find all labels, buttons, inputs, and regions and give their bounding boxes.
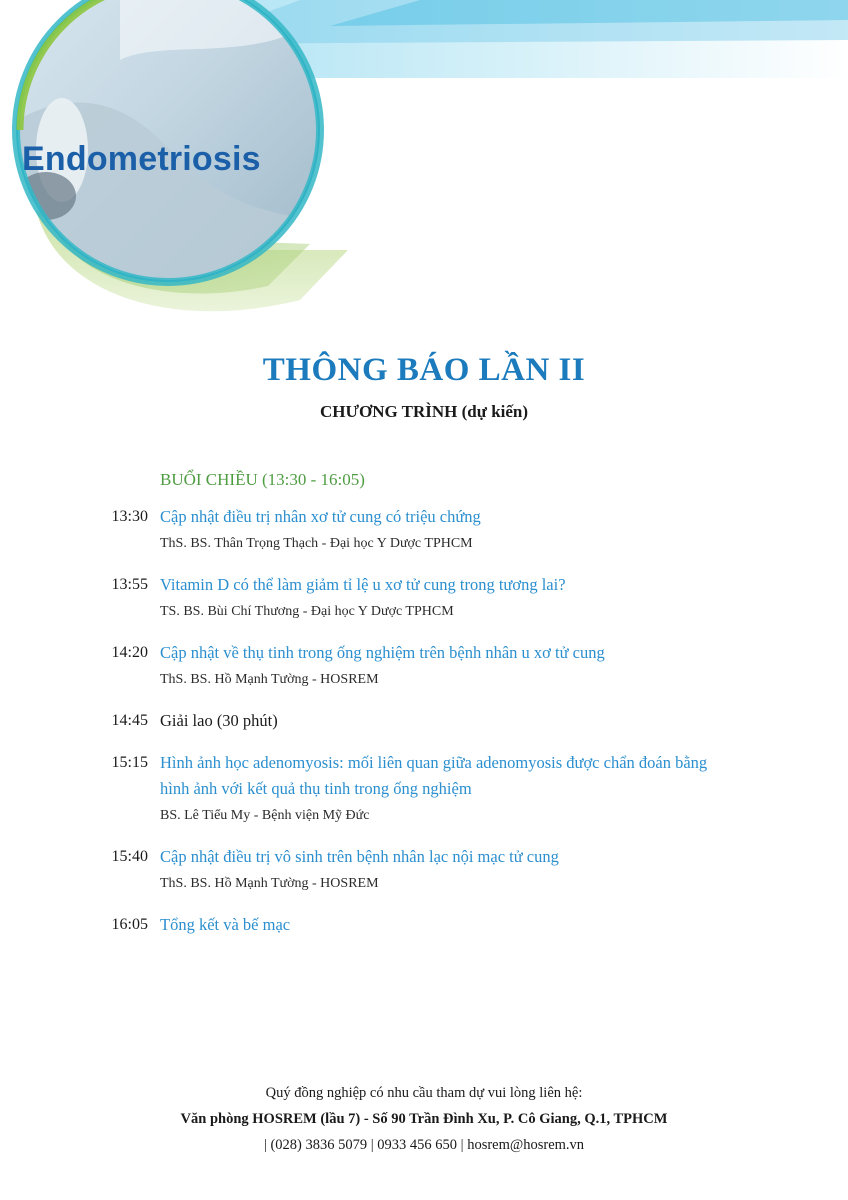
row-speaker: ThS. BS. Thân Trọng Thạch - Đại học Y Dược TPHCM [160, 536, 473, 551]
page-title: THÔNG BÁO LẦN II [262, 352, 586, 388]
schedule-list [0, 470, 848, 954]
schedule-row [0, 912, 848, 938]
row-time: 13:55 [111, 576, 148, 593]
footer-address: Văn phòng HOSREM (lầu 7) - Số 90 Trần Đình Xu, P. Cô Giang, Q.1, TPHCM [180, 1111, 668, 1127]
row-title: Tổng kết và bế mạc [160, 915, 291, 934]
row-title: Giải lao (30 phút) [160, 711, 278, 730]
row-speaker: TS. BS. Bùi Chí Thương - Đại học Y Dược TPHCM [160, 604, 454, 619]
row-title: Cập nhật về thụ tinh trong ống nghiệm trên bệnh nhân u xơ tử cung [160, 643, 605, 662]
session-header: BUỔI CHIỀU (13:30 - 16:05) [160, 470, 365, 489]
row-body [160, 640, 848, 702]
row-body [160, 504, 848, 566]
row-title: Cập nhật điều trị nhân xơ tử cung có triệu chứng [160, 507, 481, 526]
row-time: 16:05 [111, 916, 148, 933]
row-time: 13:30 [111, 508, 148, 525]
row-body [160, 912, 848, 938]
schedule-row [0, 750, 848, 838]
row-time: 15:15 [111, 754, 148, 771]
row-time: 15:40 [111, 848, 148, 865]
row-speaker: BS. Lê Tiểu My - Bệnh viện Mỹ Đức [160, 808, 370, 823]
row-time: 14:45 [111, 712, 148, 729]
row-title: Vitamin D có thể làm giảm tỉ lệ u xơ tử cung trong tương lai? [160, 575, 566, 594]
row-body [160, 708, 848, 734]
schedule-row [0, 708, 848, 734]
header-banner [0, 0, 848, 330]
page-subtitle: CHƯƠNG TRÌNH (dự kiến) [319, 402, 529, 421]
row-speaker: ThS. BS. Hồ Mạnh Tường - HOSREM [160, 876, 379, 891]
schedule-row [0, 640, 848, 702]
schedule-row [0, 844, 848, 906]
row-body [160, 844, 848, 906]
row-title: Hình ảnh học adenomyosis: mối liên quan giữa adenomyosis được chẩn đoán bằng hình ảnh với kết quả thụ tinh trong ống nghiệm [160, 753, 708, 798]
footer-contact-details: | (028) 3836 5079 | 0933 456 650 | hosrem@hosrem.vn [263, 1137, 585, 1153]
schedule-row [0, 572, 848, 634]
row-speaker: ThS. BS. Hồ Mạnh Tường - HOSREM [160, 672, 379, 687]
row-title: Cập nhật điều trị vô sinh trên bệnh nhân lạc nội mạc tử cung [160, 847, 559, 866]
banner-title: Endometriosis [22, 140, 261, 178]
footer-contact-prompt: Quý đồng nghiệp có nhu cầu tham dự vui lòng liên hệ: [265, 1085, 583, 1101]
row-time: 14:20 [111, 644, 148, 661]
row-body [160, 750, 848, 838]
footer [0, 1080, 848, 1158]
row-body [160, 572, 848, 634]
schedule-row [0, 504, 848, 566]
